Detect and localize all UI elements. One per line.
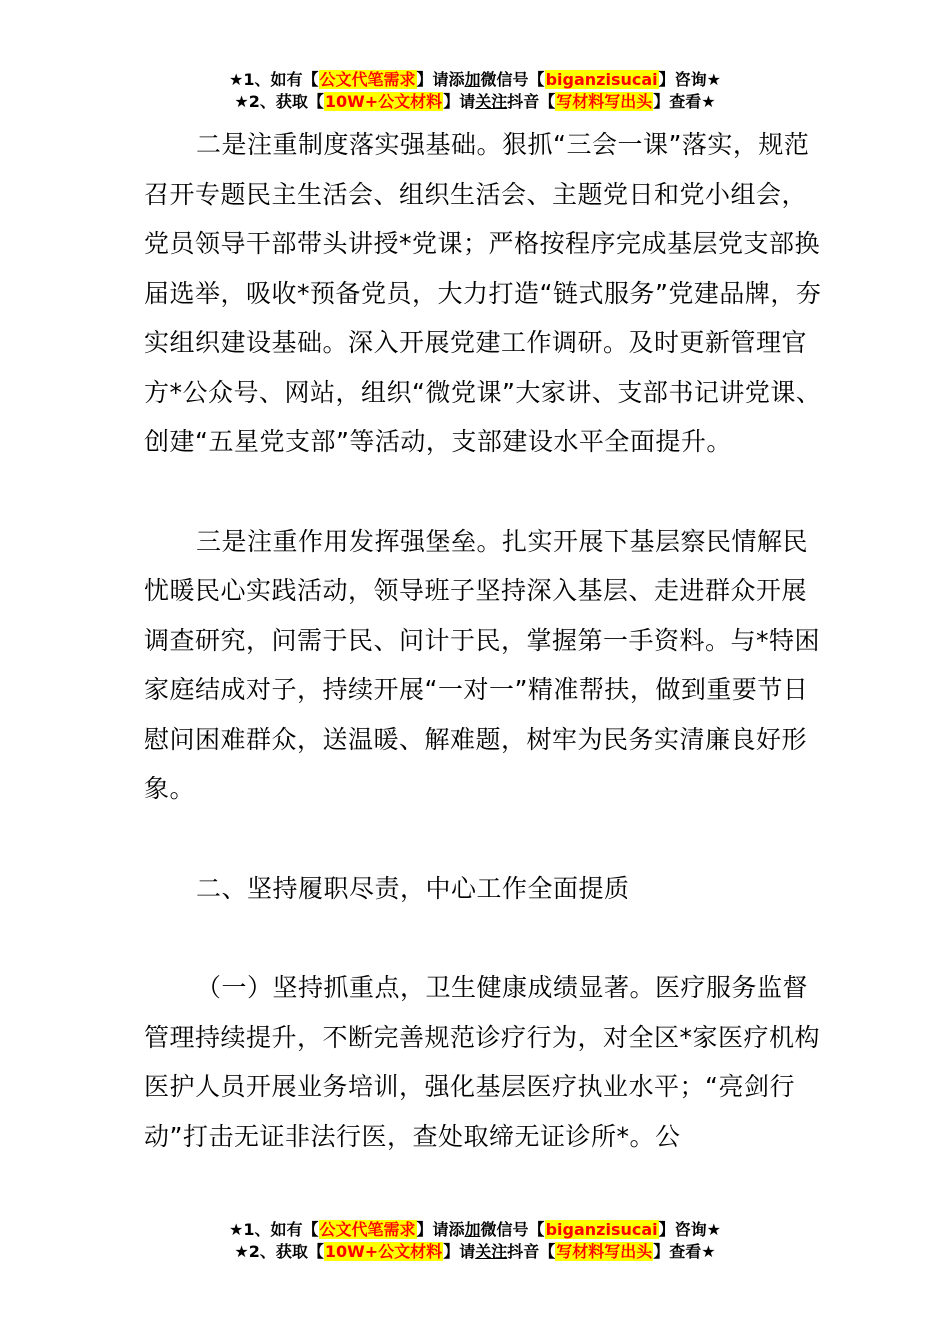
paragraph-party-role: 三是注重作用发挥强堡垒。扎实开展下基层察民情解民忧暖民心实践活动，领导班子坚持深入基层、走进群众开展调查研究，问需于民、问计于民，掌握第一手资料。与*特困家庭结成对子，持续开展“一对一”精准帮扶，做到重要节日慰问困难群众，送温暖、解难题，树牢为民务实清廉良好形象。 xyxy=(144,526,821,803)
banner-line-2 xyxy=(0,91,950,113)
banner-highlight: 写材料写出头 xyxy=(556,1242,653,1261)
paragraph-gap xyxy=(144,467,824,517)
banner-text: 】咨询★ xyxy=(658,1220,721,1239)
banner-text: 】请添 xyxy=(416,1220,465,1239)
top-banner xyxy=(0,69,950,113)
banner-text: ★1、如有【 xyxy=(229,70,319,89)
banner-highlight: 10W+公文材料 xyxy=(324,1242,443,1261)
document-body xyxy=(144,120,824,1161)
banner-underlined-text: 关注 xyxy=(475,92,508,111)
banner-underlined-text: 关注 xyxy=(475,1242,508,1261)
banner-text: 】查看★ xyxy=(653,1242,716,1261)
banner-highlight: 公文代笔需求 xyxy=(319,70,416,89)
banner-text: 】请 xyxy=(443,1242,476,1261)
banner-text: 微信号【 xyxy=(480,70,545,89)
banner-text: 】咨询★ xyxy=(658,70,721,89)
banner-text: 微信号【 xyxy=(480,1220,545,1239)
bottom-banner xyxy=(0,1219,950,1263)
paragraph-gap xyxy=(144,814,824,864)
banner-line-1 xyxy=(0,1219,950,1241)
paragraph-health-work: （一）坚持抓重点，卫生健康成绩显著。医疗服务监督管理持续提升，不断完善规范诊疗行为，对全区*家医疗机构医护人员开展业务培训，强化基层医疗执业水平；“亮剑行动”打击无证非法行医，查处取缔无证诊所*。公 xyxy=(144,973,821,1151)
paragraph-party-system: 二是注重制度落实强基础。狠抓“三会一课”落实，规范召开专题民主生活会、组织生活会、主题党日和党小组会，党员领导干部带头讲授*党课；严格按程序完成基层党支部换届选举，吸收*预备党员，大力打造“链式服务”党建品牌，夯实组织建设基础。深入开展党建工作调研。及时更新管理官方*公众号、网站，组织“微党课”大家讲、支部书记讲党课、创建“五星党支部”等活动，支部建设水平全面提升。 xyxy=(144,130,822,456)
section-heading: 二、坚持履职尽责，中心工作全面提质 xyxy=(196,873,630,903)
banner-text: 】查看★ xyxy=(653,92,716,111)
banner-text: 抖音【 xyxy=(507,92,556,111)
banner-line-2 xyxy=(0,1241,950,1263)
banner-highlight: biganzisucai xyxy=(545,1220,658,1239)
banner-highlight: biganzisucai xyxy=(545,70,658,89)
banner-text: 抖音【 xyxy=(507,1242,556,1261)
banner-text: 】请 xyxy=(443,92,476,111)
banner-text: ★1、如有【 xyxy=(229,1220,319,1239)
banner-underlined-text: 加 xyxy=(464,1220,481,1239)
banner-highlight: 写材料写出头 xyxy=(556,92,653,111)
banner-highlight: 10W+公文材料 xyxy=(324,92,443,111)
banner-text: ★2、获取【 xyxy=(234,1242,324,1261)
paragraph-gap xyxy=(144,913,824,963)
banner-highlight: 公文代笔需求 xyxy=(319,1220,416,1239)
banner-text: 】请添 xyxy=(416,70,465,89)
banner-text: ★2、获取【 xyxy=(234,92,324,111)
banner-line-1 xyxy=(0,69,950,91)
banner-underlined-text: 加 xyxy=(464,70,481,89)
